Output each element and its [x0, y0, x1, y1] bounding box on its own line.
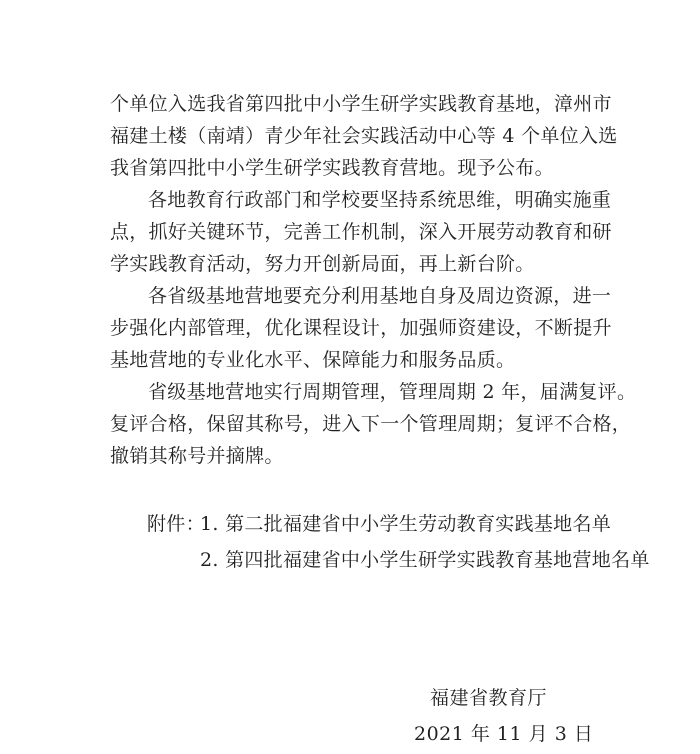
paragraph-1-line-1: 个单位入选我省第四批中小学生研学实践教育基地，漳州市 — [110, 93, 612, 115]
paragraph-2-line-2: 点，抓好关键环节，完善工作机制，深入开展劳动教育和研 — [110, 221, 612, 243]
paragraph-3-line-2: 步强化内部管理，优化课程设计，加强师资建设，不断提升 — [110, 317, 612, 339]
attachment-item-1: 1. 第二批福建省中小学生劳动教育实践基地名单 — [200, 513, 612, 535]
paragraph-2-line-1: 各地教育行政部门和学校要坚持系统思维，明确实施重 — [148, 189, 612, 211]
attachment-item-2: 2. 第四批福建省中小学生研学实践教育基地营地名单 — [200, 549, 650, 571]
attachments-label: 附件： — [147, 513, 205, 535]
paragraph-1-line-3: 我省第四批中小学生研学实践教育营地。现予公布。 — [110, 157, 554, 179]
paragraph-4-line-2: 复评合格，保留其称号，进入下一个管理周期；复评不合格， — [110, 413, 632, 435]
paragraph-3-line-1: 各省级基地营地要充分利用基地自身及周边资源，进一 — [148, 285, 612, 307]
paragraph-4-line-1: 省级基地营地实行周期管理，管理周期 2 年，届满复评。 — [148, 381, 637, 403]
paragraph-1-line-2: 福建土楼（南靖）青少年社会实践活动中心等 4 个单位入选 — [110, 125, 618, 147]
paragraph-3-line-3: 基地营地的专业化水平、保障能力和服务品质。 — [110, 349, 516, 371]
paragraph-4-line-3: 撤销其称号并摘牌。 — [110, 445, 284, 467]
paragraph-2-line-3: 学实践教育活动，努力开创新局面，再上新台阶。 — [110, 253, 535, 275]
issuing-organization: 福建省教育厅 — [430, 687, 548, 709]
issue-date: 2021 年 11 月 3 日 — [414, 723, 594, 745]
